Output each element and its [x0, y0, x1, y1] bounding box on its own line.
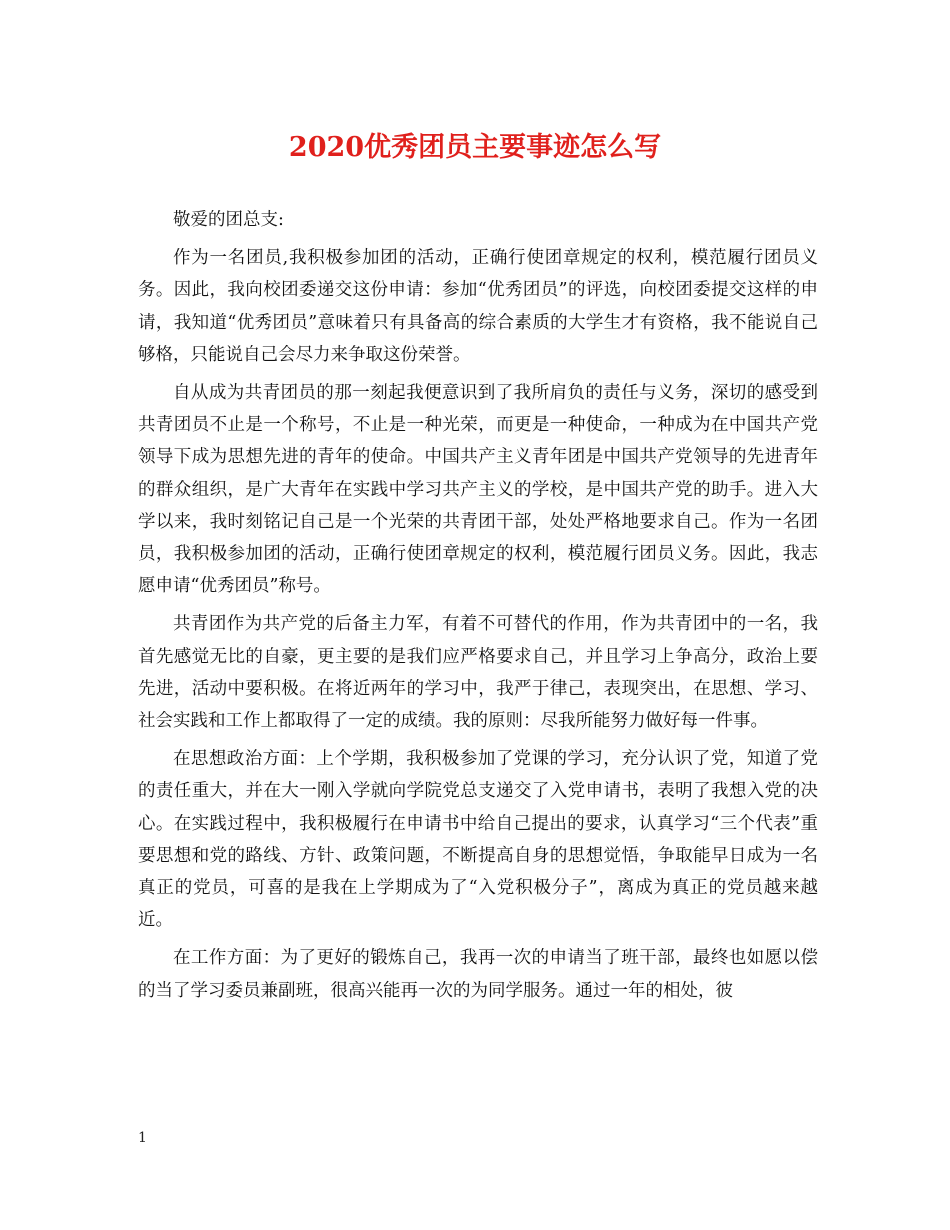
document-body [138, 204, 818, 1007]
paragraph-5: 在工作方面：为了更好的锻炼自己，我再一次的申请当了班干部，最终也如愿以偿的当了学习委员兼副班，很高兴能再一次的为同学服务。通过一年的相处，彼 [138, 948, 818, 1001]
paragraph-3: 共青团作为共产党的后备主力军，有着不可替代的作用，作为共青团中的一名，我首先感觉无比的自豪，更主要的是我们应严格要求自己，并且学习上争高分，政治上要先进，活动中要积极。在将近两年的学习中，我严于律己，表现突出，在思想、学习、社会实践和工作上都取得了一定的成绩。我的原则：尽我所能努力做好每一件事。 [138, 614, 818, 732]
page-number: 1 [138, 1130, 147, 1146]
document-title: 2020优秀团员主要事迹怎么写 [288, 132, 662, 163]
greeting-line: 敬爱的团总支: [173, 210, 284, 230]
paragraph-1: 作为一名团员,我积极参加团的活动，正确行使团章规定的权利，模范履行团员义务。因此，我向校团委递交这份申请：参加“优秀团员”的评选，向校团委提交这样的申请，我知道“优秀团员”意味着只有具备高的综合素质的大学生才有资格，我不能说自己够格，只能说自己会尽力来争取这份荣誉。 [138, 248, 818, 365]
paragraph-2: 自从成为共青团员的那一刻起我便意识到了我所肩负的责任与义务，深切的感受到共青团员不止是一个称号，不止是一种光荣，而更是一种使命，一种成为在中国共产党领导下成为思想先进的青年的使命。中国共产主义青年团是中国共产党领导的先进青年的群众组织，是广大青年在实践中学习共产主义的学校，是中国共产党的助手。进入大学以来，我时刻铭记自己是一个光荣的共青团干部，处处严格地要求自己。作为一名团员，我积极参加团的活动，正确行使团章规定的权利，模范履行团员义务。因此，我志愿申请“优秀团员”称号。 [138, 383, 818, 597]
paragraph-4: 在思想政治方面：上个学期，我积极参加了党课的学习，充分认识了党，知道了党的责任重大，并在大一刚入学就向学院党总支递交了入党申请书，表明了我想入党的决心。在实践过程中，我积极履行在申请书中给自己提出的要求，认真学习“三个代表”重要思想和党的路线、方针、政策问题，不断提高自身的思想觉悟，争取能早日成为一名真正的党员，可喜的是我在上学期成为了“入党积极分子”，离成为真正的党员越来越近。 [138, 749, 818, 931]
